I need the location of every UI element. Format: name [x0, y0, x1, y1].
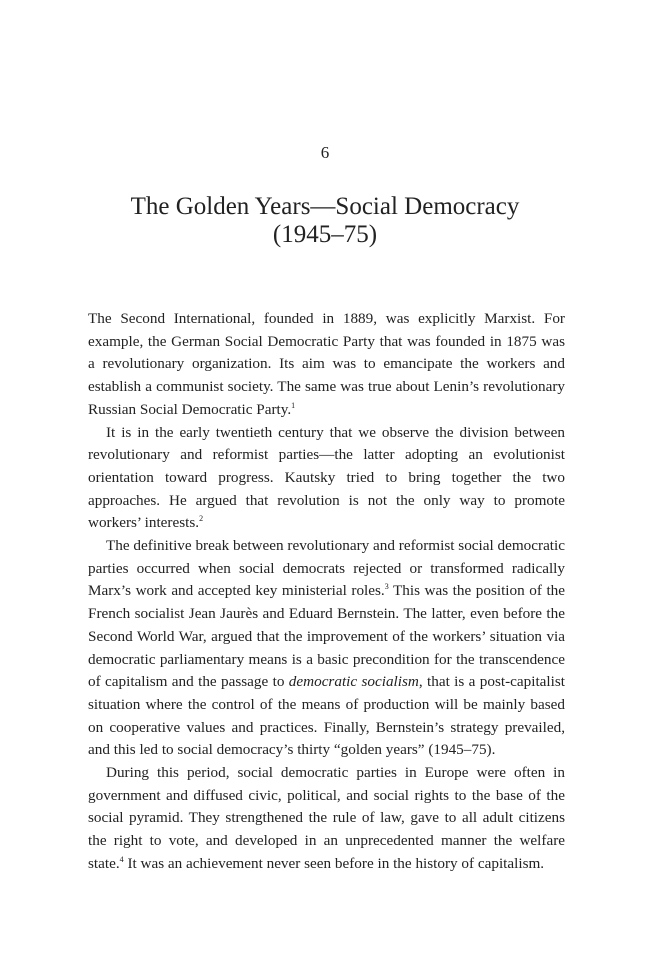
footnote-ref-4: 4: [119, 854, 124, 864]
paragraph-4: [88, 762, 565, 876]
paragraph-3-text-b: This was the position of the French socialist Jean Jaurès and Eduard Bernstein. The latter, even before the Second World War, argued that the improvement of the workers’ situation via democratic parliamentary means is a basic precondition for the transcendence of capitalism and the passage to: [88, 582, 565, 691]
paragraph-4-text-b: It was an achievement never seen before in the history of capitalism.: [123, 854, 545, 872]
paragraph-1-text: The Second International, founded in 1889, was explicitly Marxist. For example, the German Social Democratic Party that was founded in 1875 was a revolutionary organization. Its aim was to emancipate the workers and establish a communist society. The same was true about Lenin’s revolutionary Russian Social Democratic Party.: [88, 310, 565, 418]
chapter-title-line-1: The Golden Years—Social Democracy: [130, 193, 520, 220]
paragraph-3-text-c: , that is a post-capitalist situation where the control of the means of production will be mainly based on cooperative values and practices. Finally, Bernstein’s strategy prevailed, and this led to social democracy’s thirty “golden years” (1945–75).: [88, 673, 565, 759]
paragraph-2: [88, 422, 565, 536]
paragraph-4-text-a: During this period, social democratic parties in Europe were often in government and diffused civic, political, and social rights to the base of the social pyramid. They strengthened the rule of law, gave to all adult citizens the right to vote, and developed in an unprecedented manner the welfare state.: [88, 764, 565, 872]
paragraph-2-text: It is in the early twentieth century that we observe the division between revolutionary and reformist parties—the latter adopting an evolutionist orientation toward progress. Kautsky tried to bring together the two approaches. He argued that revolution is not the only way to promote workers’ interests.: [88, 423, 565, 532]
paragraph-3-italic-term: democratic socialism: [288, 673, 419, 691]
paragraph-3-text-a: The definitive break between revolutionary and reformist social democratic parties occurred when social democrats rejected or transformed radically Marx’s work and accepted key ministerial roles.: [88, 537, 565, 600]
paragraph-3: [88, 535, 565, 762]
footnote-ref-2: 2: [199, 514, 204, 524]
chapter-number: 6: [320, 143, 330, 162]
footnote-ref-1: 1: [291, 400, 296, 410]
footnote-ref-3: 3: [384, 582, 389, 592]
body-text: [88, 308, 565, 876]
chapter-title: [60, 193, 590, 249]
chapter-title-line-2: (1945–75): [272, 221, 378, 248]
paragraph-1: [88, 308, 565, 422]
